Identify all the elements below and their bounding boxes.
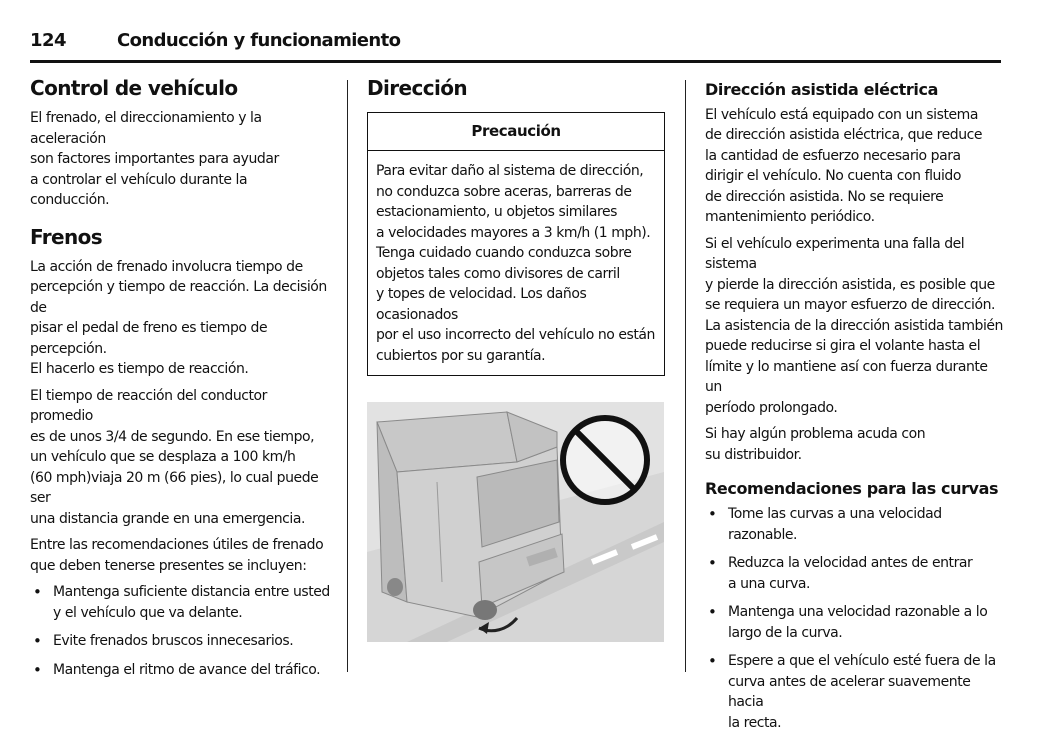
- column-left: [30, 76, 330, 688]
- brakes-heading: Frenos: [30, 224, 103, 249]
- list-item: • Mantenga el ritmo de avance del tráfico.: [30, 660, 330, 681]
- bus-hitting-curb-icon: [367, 402, 664, 642]
- steering-heading: Dirección: [367, 76, 468, 100]
- eps-paragraph-2: Si el vehículo experimenta una falla del sistema y pierde la dirección asistida, es posible que se requiera un mayor esfuerzo de dirección. La asistencia de la dirección asistida también puede reducirse si gira el volante hasta el límite y lo mantiene así con fuerza durante un período prolongado.: [705, 235, 1003, 416]
- column-middle: [367, 76, 667, 642]
- chapter-title: Conducción y funcionamiento: [117, 30, 401, 51]
- list-item: • Reduzca la velocidad antes de entrar a una curva.: [705, 553, 1005, 594]
- caution-text: Para evitar daño al sistema de dirección, no conduzca sobre aceras, barreras de estacionamiento, u objetos similares a velocidades mayores a 3 km/h (1 mph). Tenga cuidado cuando conduzca sobre objetos tales como divisores de carril y topes de velocidad. Los daños ocasionados por el uso incorrecto del vehículo no están cubiertos por su garantía.: [376, 163, 655, 364]
- list-item: • Tome las curvas a una velocidad razonable.: [705, 504, 1005, 545]
- eps-heading: Dirección asistida eléctrica: [705, 80, 938, 99]
- brakes-paragraph-1: La acción de frenado involucra tiempo de percepción y tiempo de reacción. La decisión de pisar el pedal de freno es tiempo de percepción. El hacerlo es tiempo de reacción.: [30, 258, 327, 377]
- column-divider-1: [347, 80, 348, 672]
- column-right: [705, 80, 1005, 741]
- eps-paragraph-3: Si hay algún problema acuda con su distribuidor.: [705, 426, 926, 463]
- column-divider-2: [685, 80, 686, 672]
- curves-tips-list: [705, 504, 1005, 733]
- list-item: • Mantenga suficiente distancia entre usted y el vehículo que va delante.: [30, 582, 330, 623]
- brakes-paragraph-3: Entre las recomendaciones útiles de frenado que deben tenerse presentes se incluyen:: [30, 537, 324, 574]
- header-rule: [30, 60, 1001, 63]
- eps-paragraph-1: El vehículo está equipado con un sistema de dirección asistida eléctrica, que reduce la cantidad de esfuerzo necesario para dirigir el vehículo. No cuenta con fluido de dirección asistida. No se requiere mantenimiento periódico.: [705, 106, 983, 226]
- list-item: • Mantenga una velocidad razonable a lo largo de la curva.: [705, 602, 1005, 643]
- curves-heading: Recomendaciones para las curvas: [705, 479, 999, 499]
- page-header: [30, 30, 1001, 60]
- list-item: • Espere a que el vehículo esté fuera de la curva antes de acelerar suavemente hacia la recta.: [705, 651, 1005, 733]
- list-item: • Evite frenados bruscos innecesarios.: [30, 631, 330, 652]
- brakes-paragraph-2: El tiempo de reacción del conductor promedio es de unos 3/4 de segundo. En ese tiempo, un vehículo que se desplaza a 100 km/h (60 mph)viaja 20 m (66 pies), lo cual puede ser una distancia grande en una emergencia.: [30, 387, 319, 527]
- page-number: 124: [30, 30, 67, 51]
- bus-curb-illustration: [367, 402, 664, 642]
- vehicle-control-heading: Control de vehículo: [30, 76, 238, 100]
- caution-title: Precaución: [368, 113, 664, 151]
- brakes-tips-list: [30, 582, 330, 680]
- caution-box: [367, 112, 665, 376]
- vehicle-control-text: El frenado, el direccionamiento y la aceleración son factores importantes para ayudar a controlar el vehículo durante la conducción.: [30, 110, 279, 208]
